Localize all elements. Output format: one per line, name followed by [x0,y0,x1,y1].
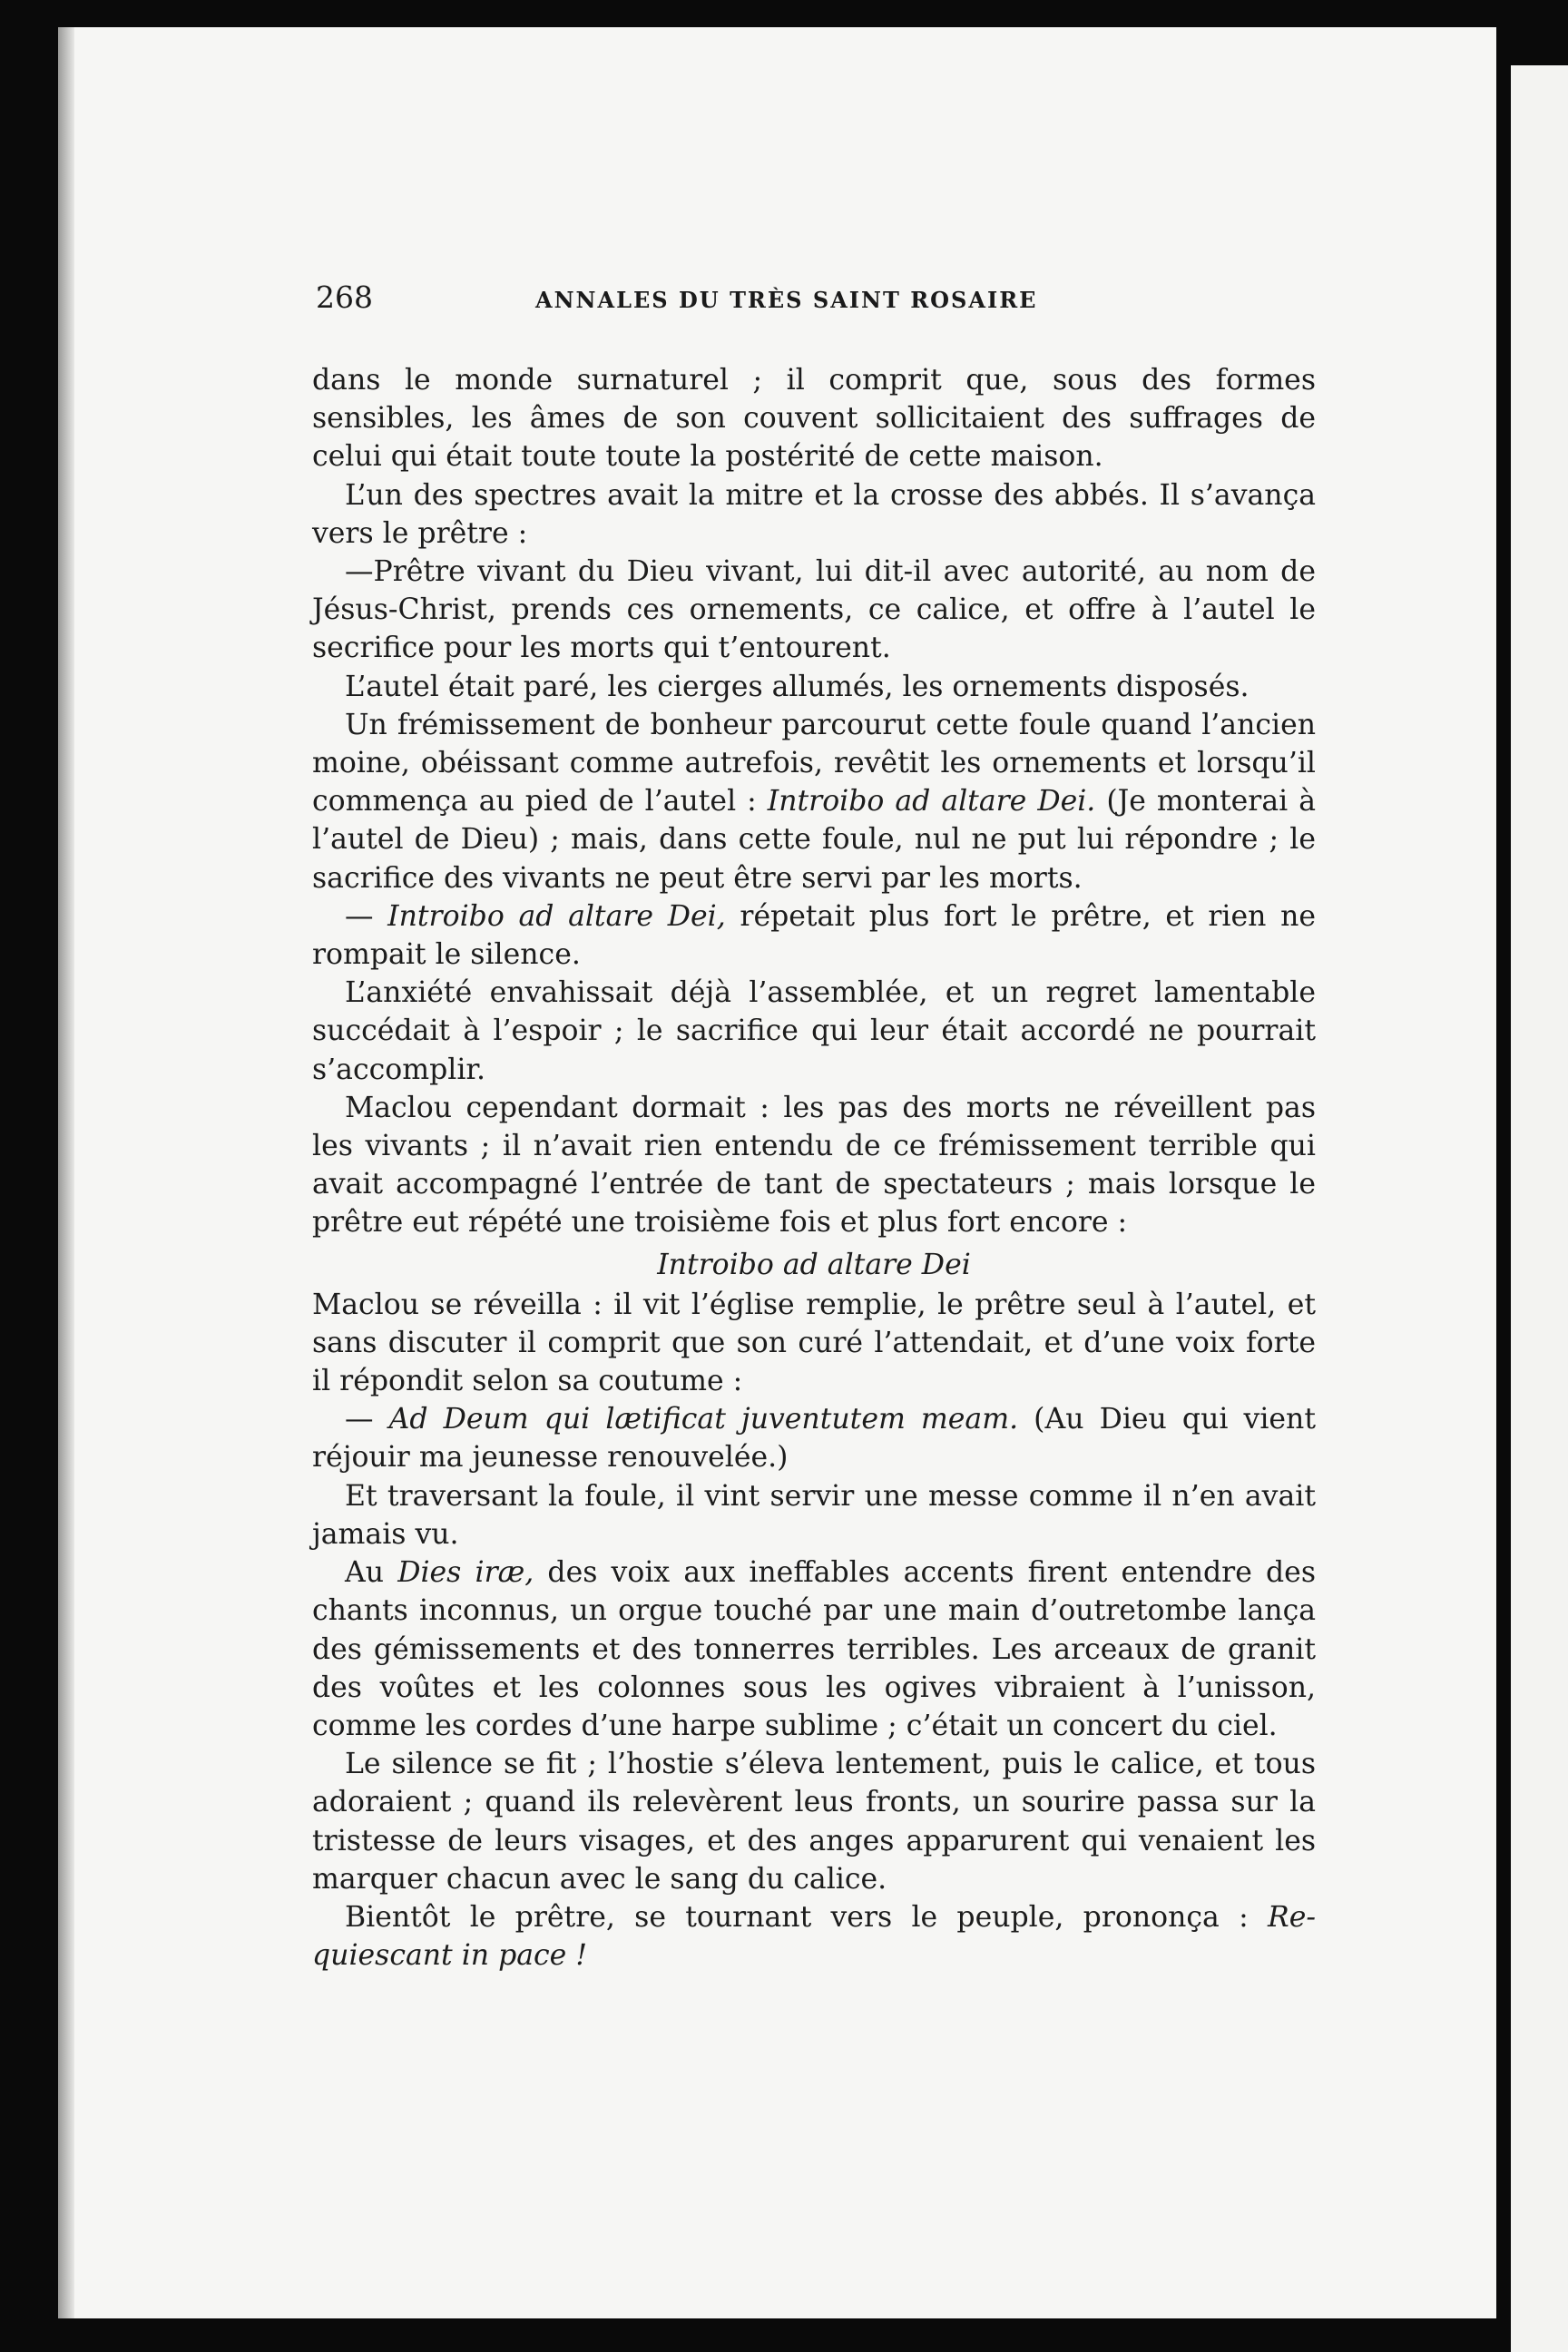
paragraph: L’un des spectres avait la mitre et la crosse des abbés. Il s’avança vers le prêtre : [312,478,1316,550]
paragraph: L’autel était paré, les cierges allumés, les ornements disposés. [345,670,1250,703]
paragraph-text: Au [345,1556,398,1590]
paragraph: Maclou se réveilla : il vit l’église remplie, le prêtre seul à l’autel, et sans discuter il comprit que son curé l’attendait, et d’une voix forte il répondit selon sa coutume : [312,1288,1316,1398]
paragraph [312,897,1316,974]
facing-page-edge [1511,65,1568,2352]
paragraph [312,1400,1316,1476]
paragraph-text: (Au Dieu qui vient réjouir ma jeunesse renouvelée.) [312,1403,1317,1475]
paragraph: L’anxiété envahissait déjà l’assemblée, et un regret lamentable succédait à l’espoir ; le sacrifice qui leur était accordé ne pourrait s’accomplir. [312,976,1316,1086]
page-number: 268 [316,279,373,315]
paragraph: —Prêtre vivant du Dieu vivant, lui dit-il avec autorité, au nom de Jésus-Christ, prends ces ornements, ce calice, et offre à l’autel le secrifice pour les morts qui t’entourent. [312,555,1316,665]
running-header [316,278,1312,323]
paragraph-text: — [345,899,388,933]
latin-phrase: Introibo ad altare Dei, [387,899,726,933]
latin-phrase: Requiescant in pace ! [312,1900,1316,1973]
paragraph: Maclou cependant dormait : les pas des morts ne réveillent pas les vivants ; il n’avait rien entendu de ce frémissement terrible qui avait accompagné l’entrée de tant de spectateurs ; mais lorsque le prêtre eut répété une troisième fois et plus fort encore : [312,1091,1316,1240]
centered-latin-line: Introibo ad altare Dei [657,1248,971,1281]
paragraph-text: (Je monterai à l’autel de Dieu) ; mais, dans cette foule, nul ne put lui répondre ; le sacrifice des vivants ne peut être servi par les morts. [312,785,1316,895]
paragraph-text: Bientôt le prêtre, se tournant vers le peuple, prononça : [345,1900,1268,1934]
header-title: ANNALES DU TRÈS SAINT ROSAIRE [535,287,1038,313]
latin-phrase: Introibo ad altare Dei. [767,785,1096,818]
page-binding-shadow [58,27,74,2318]
paragraph-text: Un frémissement de bonheur parcourut cette foule quand l’ancien moine, obéissant comme autrefois, revêtit les ornements et lorsqu’il commença au pied de l’autel : [312,708,1316,818]
paragraph-text: — [345,1403,389,1436]
latin-phrase: Dies iræ, [397,1556,534,1590]
paragraph: Le silence se fit ; l’hostie s’éleva lentement, puis le calice, et tous adoraient ; quand ils relevèrent leus fronts, un sourire passa sur la tristesse de leurs visages, et des anges apparurent qui venaient les marquer chacun avec le sang du calice. [312,1748,1316,1896]
body-text [312,361,1316,1975]
paragraph: dans le monde surnaturel ; il comprit que, sous des formes sensibles, les âmes de son couvent sollicitaient des suffrages de celui qui était toute toute la postérité de cette maison. [312,364,1316,474]
latin-phrase: Ad Deum qui lætificat juventutem meam. [388,1403,1019,1436]
paragraph [312,1553,1316,1745]
paragraph-text: répetait plus fort le prêtre, et rien ne rompait le silence. [312,899,1317,972]
paragraph: Et traversant la foule, il vint servir une messe comme il n’en avait jamais vu. [312,1479,1316,1551]
paragraph [312,706,1316,897]
paragraph-text: des voix aux ineffables accents firent entendre des chants inconnus, un orgue touché par une main d’outretombe lança des gémissements et des tonnerres terribles. Les arceaux de granit des voûtes et les colonnes sous les ogives vibraient à l’unisson, comme les cordes d’une harpe sublime ; c’était un concert du ciel. [312,1556,1316,1742]
paragraph [312,1898,1316,1975]
